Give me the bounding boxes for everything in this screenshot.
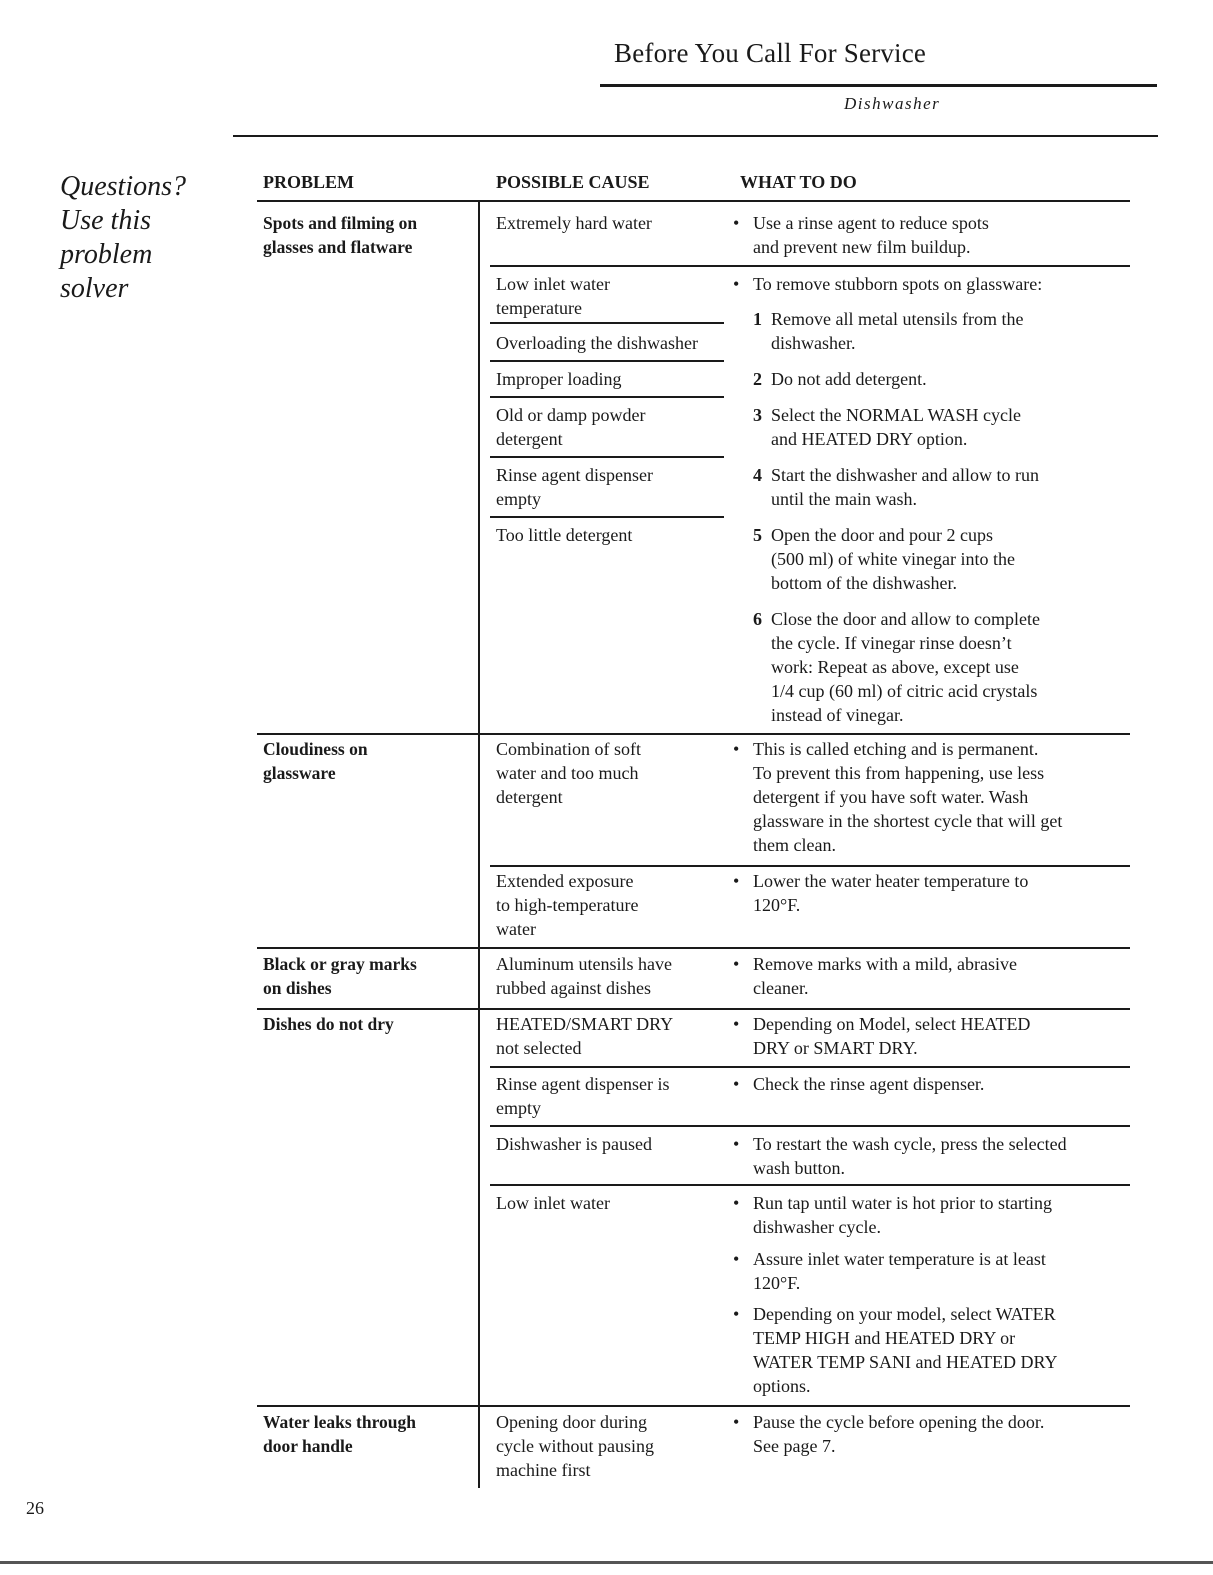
cause-text: HEATED/SMART DRY not selected	[496, 1014, 674, 1058]
problem-label: Dishes do not dry	[263, 1014, 394, 1034]
bottom-border	[0, 1561, 1213, 1564]
column-header-problem: PROBLEM	[263, 172, 355, 192]
sidebar-line: solver	[60, 273, 129, 304]
row-rule	[490, 1184, 1130, 1186]
row-rule	[490, 1125, 1130, 1127]
sidebar-line: Questions?	[60, 171, 186, 202]
cause-text: Combination of soft water and too much detergent	[496, 739, 641, 807]
cause-text: Too little detergent	[496, 525, 633, 545]
problem-label: Black or gray marks on dishes	[263, 954, 417, 998]
cause-text: Overloading the dishwasher	[496, 333, 698, 353]
sidebar-heading	[60, 170, 186, 306]
cause-rule	[490, 360, 724, 362]
cause-text: Opening door during cycle without pausing machine first	[496, 1412, 654, 1480]
cause-rule	[490, 396, 724, 398]
row-rule	[257, 947, 1130, 949]
column-divider	[478, 202, 480, 1488]
row-rule	[490, 1066, 1130, 1068]
cause-rule	[490, 456, 724, 458]
cause-text: Low inlet water	[496, 1193, 610, 1213]
row-rule	[257, 1405, 1130, 1407]
problem-label: Water leaks through door handle	[263, 1412, 416, 1456]
column-header-cause: POSSIBLE CAUSE	[496, 172, 650, 192]
page-title: Before You Call For Service	[614, 38, 927, 68]
cause-text: Rinse agent dispenser empty	[496, 465, 653, 509]
column-header-rule	[257, 200, 1130, 202]
cause-text: Extremely hard water	[496, 213, 652, 233]
cause-text: Extended exposure to high-temperature water	[496, 871, 639, 939]
problem-label: Cloudiness on glassware	[263, 739, 368, 783]
sidebar-line: Use this	[60, 205, 151, 236]
problem-label: Spots and filming on glasses and flatware	[263, 213, 418, 257]
row-rule	[257, 733, 1130, 735]
row-rule	[490, 265, 1130, 267]
sidebar-line: problem	[60, 239, 153, 270]
cause-text: Low inlet water temperature	[496, 274, 610, 318]
row-rule	[257, 1008, 1130, 1010]
cause-rule	[490, 322, 724, 324]
cause-text: Aluminum utensils have rubbed against dishes	[496, 954, 672, 998]
cause-text: Rinse agent dispenser is empty	[496, 1074, 670, 1118]
row-rule	[490, 865, 1130, 867]
page-number: 26	[26, 1498, 44, 1518]
header-rule-long	[233, 135, 1158, 137]
cause-text: Dishwasher is paused	[496, 1134, 652, 1154]
column-header-todo: WHAT TO DO	[740, 172, 857, 192]
page-subtitle: Dishwasher	[844, 94, 941, 113]
header-rule-short	[600, 84, 1157, 87]
cause-text: Improper loading	[496, 369, 622, 389]
cause-rule	[490, 516, 724, 518]
cause-text: Old or damp powder detergent	[496, 405, 646, 449]
